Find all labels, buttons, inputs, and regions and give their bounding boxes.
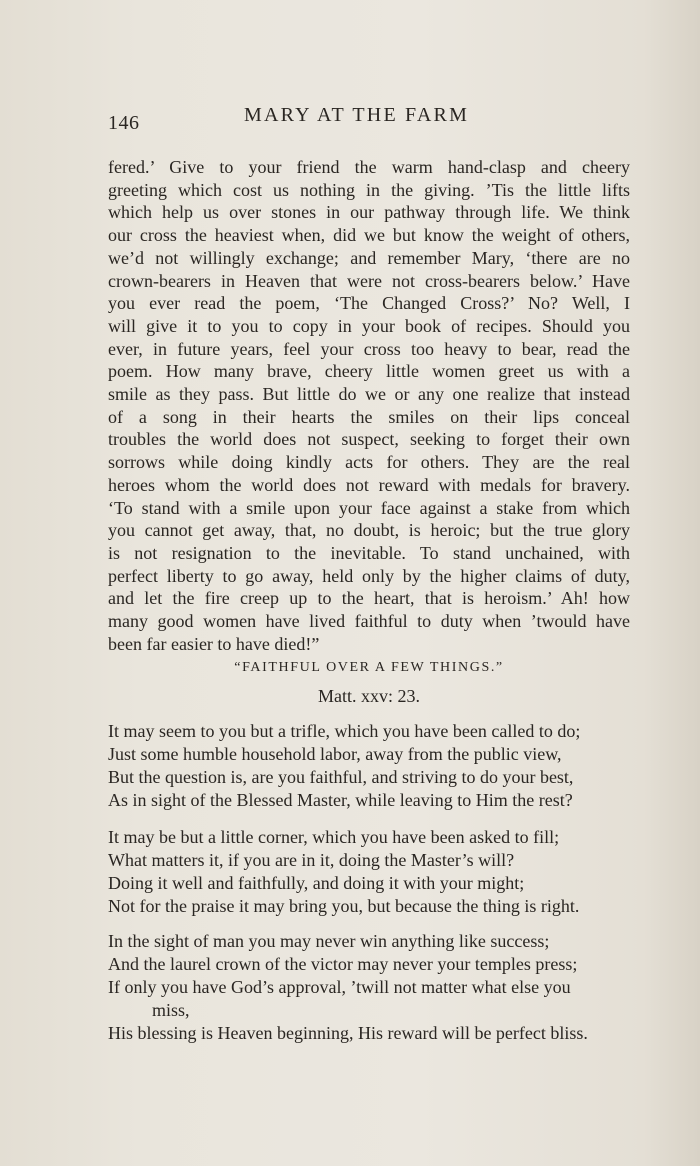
- scripture-reference: Matt. xxv: 23.: [318, 686, 420, 706]
- prose-line: ever, in future years, feel your cross too heavy to bear, read the: [108, 338, 630, 359]
- poem-title: “FAITHFUL OVER A FEW THINGS.”: [234, 660, 504, 675]
- running-title: MARY AT THE FARM: [244, 104, 470, 126]
- prose-line: crown-bearers in Heaven that were not cross-bearers below.’ Have: [108, 270, 630, 291]
- poem-line: Doing it well and faithfully, and doing it with your might;: [108, 873, 525, 893]
- prose-line: perfect liberty to go away, held only by the higher claims of duty,: [108, 565, 630, 586]
- prose-line: our cross the heaviest when, did we but know the weight of others,: [108, 225, 630, 246]
- prose-line: greeting which cost us nothing in the giving. ’Tis the little lifts: [108, 179, 630, 200]
- poem-line: But the question is, are you faithful, and striving to do your best,: [108, 767, 574, 787]
- poem-line: Just some humble household labor, away from the public view,: [108, 744, 562, 764]
- poem-stanza-3: [108, 930, 638, 1045]
- poem-line: His blessing is Heaven beginning, His reward will be perfect bliss.: [108, 1023, 588, 1043]
- prose-line: poem. How many brave, cheery little women greet us with a: [108, 361, 630, 382]
- prose-line: heroes whom the world does not reward with medals for bravery.: [108, 474, 630, 495]
- prose-line: you cannot get away, that, no doubt, is heroic; but the true glory: [108, 520, 630, 541]
- prose-line: ‘To stand with a smile upon your face against a stake from which: [108, 497, 630, 518]
- poem-line-continuation: miss,: [152, 1000, 190, 1020]
- poem-line: What matters it, if you are in it, doing the Master’s will?: [108, 850, 515, 870]
- prose-line: we’d not willingly exchange; and remember Mary, ‘there are no: [108, 247, 630, 268]
- page-number: 146: [108, 112, 140, 134]
- page-header: [108, 104, 630, 134]
- poem-line: It may seem to you but a trifle, which you have been called to do;: [108, 721, 581, 741]
- prose-line: many good women have lived faithful to duty when ’twould have: [108, 611, 630, 632]
- poem-line: And the laurel crown of the victor may never your temples press;: [108, 954, 578, 974]
- prose-line: been far easier to have died!”: [108, 633, 320, 654]
- poem-stanza-2: [108, 826, 638, 918]
- prose-line: sorrows while doing kindly acts for others. They are the real: [108, 452, 630, 473]
- prose-line: troubles the world does not suspect, seeking to forget their own: [108, 429, 630, 450]
- poem-stanza-1: [108, 720, 638, 812]
- prose-line: of a song in their hearts the smiles on their lips conceal: [108, 406, 630, 427]
- prose-line: which help us over stones in our pathway through life. We think: [108, 202, 630, 223]
- prose-line: fered.’ Give to your friend the warm hand-clasp and cheery: [108, 157, 630, 177]
- prose-line: is not resignation to the inevitable. To stand unchained, with: [108, 542, 630, 563]
- prose-line: you ever read the poem, ‘The Changed Cross?’ No? Well, I: [108, 293, 630, 314]
- poem-line: If only you have God’s approval, ’twill not matter what else you: [108, 977, 571, 997]
- poem-line: As in sight of the Blessed Master, while leaving to Him the rest?: [108, 790, 573, 810]
- prose-line: and let the fire creep up to the heart, that is heroism.’ Ah! how: [108, 588, 630, 609]
- prose-paragraph: [108, 156, 630, 655]
- prose-line: smile as they pass. But little do we or any one realize that instead: [108, 384, 630, 405]
- poem-line: Not for the praise it may bring you, but because the thing is right.: [108, 896, 580, 916]
- poem-line: It may be but a little corner, which you have been asked to fill;: [108, 827, 560, 847]
- prose-line: will give it to you to copy in your book of recipes. Should you: [108, 315, 630, 336]
- poem-line: In the sight of man you may never win anything like success;: [108, 931, 550, 951]
